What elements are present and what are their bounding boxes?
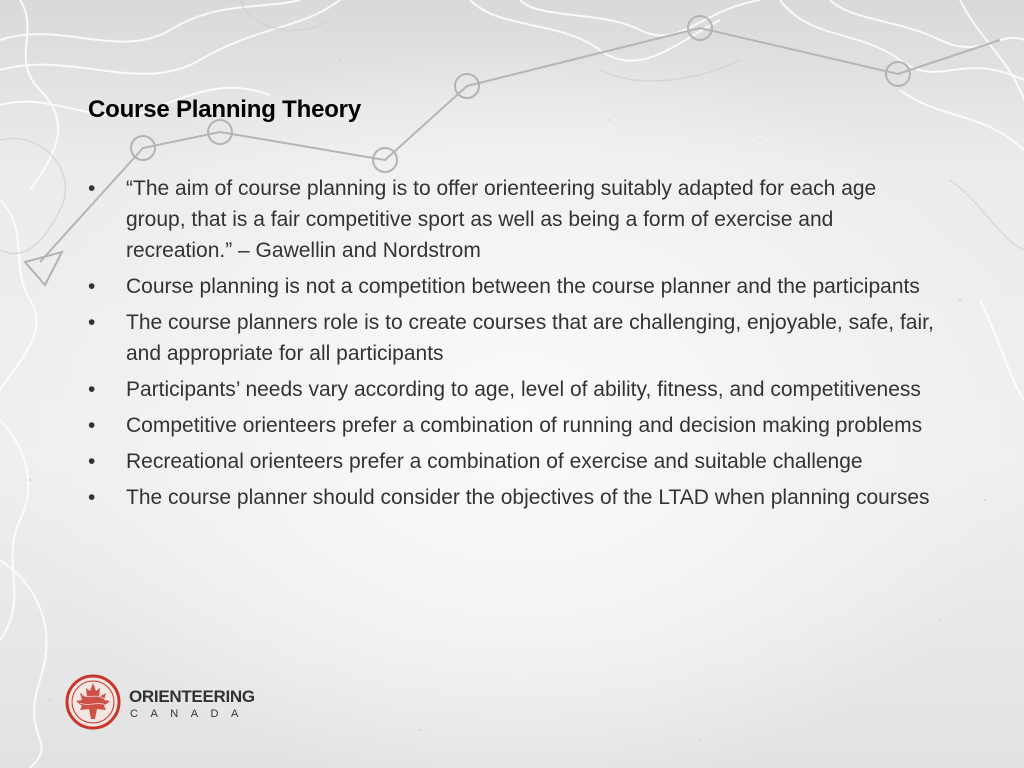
bullet-text: “The aim of course planning is to offer orienteering suitably adapted for each age group, that is a fair competitive sport as well as being a form of exercise and recreation.” – Gawellin and Nordstrom (126, 177, 877, 262)
control-circles (131, 16, 910, 172)
bullet-point: • (88, 486, 96, 509)
bullet-point: • (88, 378, 96, 401)
orienteering-canada-logo (64, 673, 264, 733)
bullet-point: • (88, 450, 96, 473)
bullet-text: The course planners role is to create courses that are challenging, enjoyable, safe, fair, and appropriate for all participants (126, 311, 934, 365)
bullet-item (88, 307, 938, 369)
bullet-point: • (88, 311, 96, 334)
bullet-text: Course planning is not a competition between the course planner and the participants (126, 275, 920, 298)
bullet-item (88, 446, 938, 477)
bullet-text: The course planner should consider the objectives of the LTAD when planning courses (126, 486, 930, 509)
bullet-point: • (88, 275, 96, 298)
bullet-point: • (88, 177, 96, 200)
start-triangle (25, 252, 62, 285)
bullet-item (88, 482, 938, 513)
bullet-point: • (88, 414, 96, 437)
maple-leaf-icon (64, 673, 122, 731)
bullet-text: Participants’ needs vary according to age, level of ability, fitness, and competitiveness (126, 378, 921, 401)
logo-wordmark-canada: CANADA (130, 708, 251, 720)
bullet-text: Recreational orienteers prefer a combination of exercise and suitable challenge (126, 450, 863, 473)
bullet-list (88, 173, 938, 518)
logo-wordmark-orienteering: ORIENTEERING (129, 687, 255, 706)
bullet-item (88, 410, 938, 441)
bullet-item (88, 173, 938, 266)
slide-title: Course Planning Theory (88, 96, 361, 123)
bullet-item (88, 271, 938, 302)
bullet-item (88, 374, 938, 405)
bullet-text: Competitive orienteers prefer a combination of running and decision making problems (126, 414, 923, 437)
